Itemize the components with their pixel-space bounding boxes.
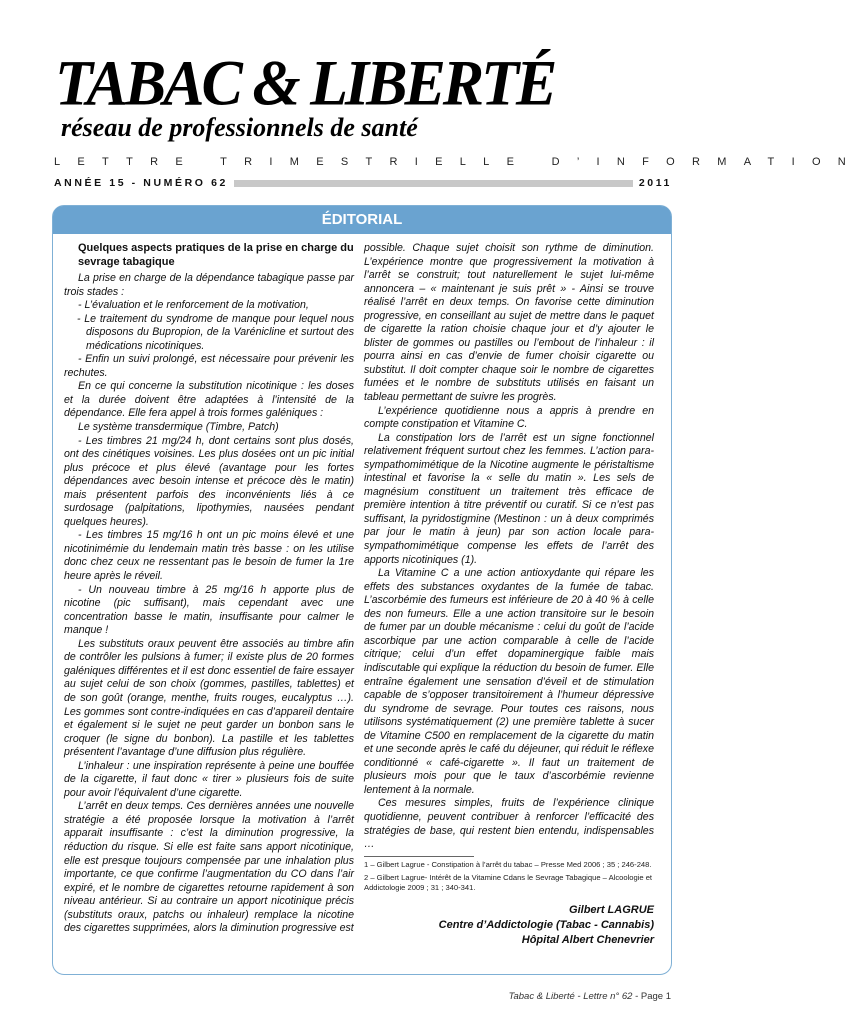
editorial-header: ÉDITORIAL	[53, 206, 671, 234]
newsletter-logo: TABAC & LIBERTÉ	[55, 47, 555, 120]
editorial-title: Quelques aspects pratiques de la prise en charge du sevrage tabagique	[78, 242, 354, 268]
paragraph: La Vitamine C a une action antioxydante qui répare les effets des substances oxydantes de la fumée de tabac. L’ascorbémie des fumeurs est inférieure de 20 à 40 % à celle des non fumeurs. Elle a une action transitoire sur le besoin de fumer par un double mécanisme : celui du goût de l’acide ascorbique par une action comparable à celle de l’acide citrique; celui d’un effet dopaminergique faible mais indiscutable qui explique la réduction du besoin de fumer. Elle entraîne également une sensation d’éveil et de stimulation capable de s’opposer transitoirement à l’humeur dépressive du syndrome de sevrage. Pour toutes ces raisons, nous utilisons systématiquement (2) une première tablette à sucer de Vitamine C500 en remplacement de la cigarette du matin et une seconde après le café du déjeuner, qui réduit le réflexe conditionné « café-cigarette ». Il faut un traitement de plusieurs mois pour que le taux d’ascorbémie revienne lentement à la normale.	[364, 567, 654, 796]
masthead	[55, 47, 675, 142]
issue-number: ANNÉE 15 - NUMÉRO 62	[54, 177, 228, 189]
paragraph: La constipation lors de l’arrêt est un signe fonctionnel relativement fréquent surtout chez les femmes. L’action para-sympathomimétique de la Nicotine augmente le péristaltisme intestinal et favorise la « selle du matin ». Les sels de magnésium constituent un traitement très efficace de première intention à titre préventif ou curatif. Si ce n’est pas suffisant, la pyridostigmine (Mestinon : un à deux comprimés par jour le matin à jeun) par son action locale para-sympathomimétique compense les effets de l’arrêt des apports nicotiniques (1).	[364, 431, 654, 566]
issue-divider	[234, 180, 633, 187]
paragraph: - Les timbres 15 mg/16 h ont un pic moins élevé et une nicotinimémie du lendemain matin très basse : on les utilise donc chez ceux ne ressentant pas le besoin de fumer la 1re heure après le réveil.	[64, 529, 354, 583]
paragraph: L’inhaleur : une inspiration représente à peine une bouffée de la cigarette, il faut donc « tirer » plusieurs fois de suite pour avoir l’équivalent d’une cigarette.	[64, 759, 354, 799]
paragraph: - Un nouveau timbre à 25 mg/16 h apporte plus de nicotine (pic suffisant), mais cependant avec une concentration basse le matin, insuffisante pour calmer le manque !	[64, 583, 354, 637]
newsletter-subtitle: LETTRE TRIMESTRIELLE D’INFORMATION	[54, 156, 863, 168]
footnote: 2 – Gilbert Lagrue- Intérêt de la Vitamine Cdans le Sevrage Tabagique – Alcoologie et Addictologie 2009 ; 31 ; 340-341.	[364, 872, 653, 892]
signature-block	[364, 903, 654, 948]
paragraph: Le système transdermique (Timbre, Patch)	[78, 421, 279, 434]
paragraph: Les substituts oraux peuvent être associés au timbre afin de contrôler les pulsions à fumer; il existe plus de 20 formes galéniques différentes et il est donc essentiel de faire essayer au sujet celui de son choix (gommes, pastilles, tablettes) et de son goût (orange, menthe, fruits rouges, eucalyptus …). Les gommes sont contre-indiquées en cas d’appareil dentaire et également si le sujet ne peut garder un bonbon sans le croquer (le signe du bonbon). La pastille et les tablettes présentent l’avantage d’une diffusion plus régulière.	[64, 637, 354, 759]
paragraph: L’arrêt en deux temps. Ces dernières années une nouvelle stratégie a été proposée lorsque la motivation à l’arrêt apparait insuffisante : c’est la diminution progressive, la réduction du risque. Si elle est faite sans apport nicotinique, elle est presque toujours compensée par une inhalation plus importante, ce que confirme l’augmentation du CO dans l’air expiré, et le nombre de cigarettes retourne rapidement à son niveau antérieur. Si au contraire un apport nicotinique précis (substituts oraux, patchs ou inhaleur) remplace la nicotine des cigarettes supprimées, alors la diminution progressive est	[64, 800, 354, 935]
issue-year: 2011	[638, 177, 672, 189]
editorial-right-column	[364, 242, 654, 948]
paragraph: possible. Chaque sujet choisit son rythme de diminution. L’expérience montre que progressivement la motivation à l’arrêt se construit; tout naturellement le sujet lui-même annoncera – « maintenant je suis prêt » - Ainsi se trouve réalisé l’arrêt en deux temps. On favorise cette diminution progressive, en conseillant au sujet de mettre dans le paquet de cigarette la ration choisie chaque jour et d’y ajouter le blister de gommes ou pastilles ou l’embout de l’inhaleur : il pourra ainsi en cas d’envie de fumer choisir cigarette ou substitut. Il doit compter chaque soir le nombre de cigarettes fumées et le nombre de substituts utilisés en faisant un tableau permettant de suivre les progrès.	[364, 242, 654, 404]
paragraph: - Les timbres 21 mg/24 h, dont certains sont plus dosés, ont des cinétiques voisines. Les plus dosées ont un pic initial plus précoce et plus élevé (avantage pour les fortes dépendances avec besoin intense et précoce dès le matin) mais présentent parfois des inconvénients liés à ce surdosage (palpitations, lipothymies, nausées pendant quelques heures).	[64, 434, 354, 528]
paragraph: La prise en charge de la dépendance tabagique passe par trois stades :	[64, 272, 354, 298]
footnote: 1 – Gilbert Lagrue - Constipation à l’arrêt du tabac – Presse Med 2006 ; 35 ; 246-248.	[364, 859, 652, 869]
footer-text: Tabac & Liberté - Lettre n° 62 -	[508, 991, 641, 1002]
footnote-divider	[364, 856, 474, 857]
page-footer	[509, 991, 671, 1002]
paragraph: L’expérience quotidienne nous a appris à prendre en compte constipation et Vitamine C.	[364, 404, 654, 431]
author-name: Gilbert LAGRUE	[569, 903, 654, 916]
paragraph: En ce qui concerne la substitution nicotinique : les doses et la durée doivent être adaptées à l’intensité de la dépendance. Elle fera appel à trois formes galéniques :	[64, 380, 354, 420]
paragraph: - Enfin un suivi prolongé, est nécessaire pour prévenir les rechutes.	[64, 353, 354, 379]
page-number: Page 1	[640, 991, 671, 1002]
author-organization: Centre d’Addictologie (Tabac - Cannabis)	[438, 918, 654, 931]
paragraph: Ces mesures simples, fruits de l’expérience clinique quotidienne, peuvent contribuer à renforcer l’efficacité des stratégies de base, qui restent bien entendu, indispensables …	[364, 797, 654, 851]
editorial-box	[52, 205, 672, 975]
paragraph: - Le traitement du syndrome de manque pour lequel nous disposons du Bupropion, de la Varénicline et surtout des médications nicotiniques.	[77, 312, 354, 352]
issue-bar	[54, 176, 672, 190]
editorial-left-column	[64, 242, 354, 936]
paragraph: - L’évaluation et le renforcement de la motivation,	[78, 299, 309, 312]
author-hospital: Hôpital Albert Chenevrier	[521, 933, 654, 946]
tagline: réseau de professionnels de santé	[61, 113, 418, 142]
